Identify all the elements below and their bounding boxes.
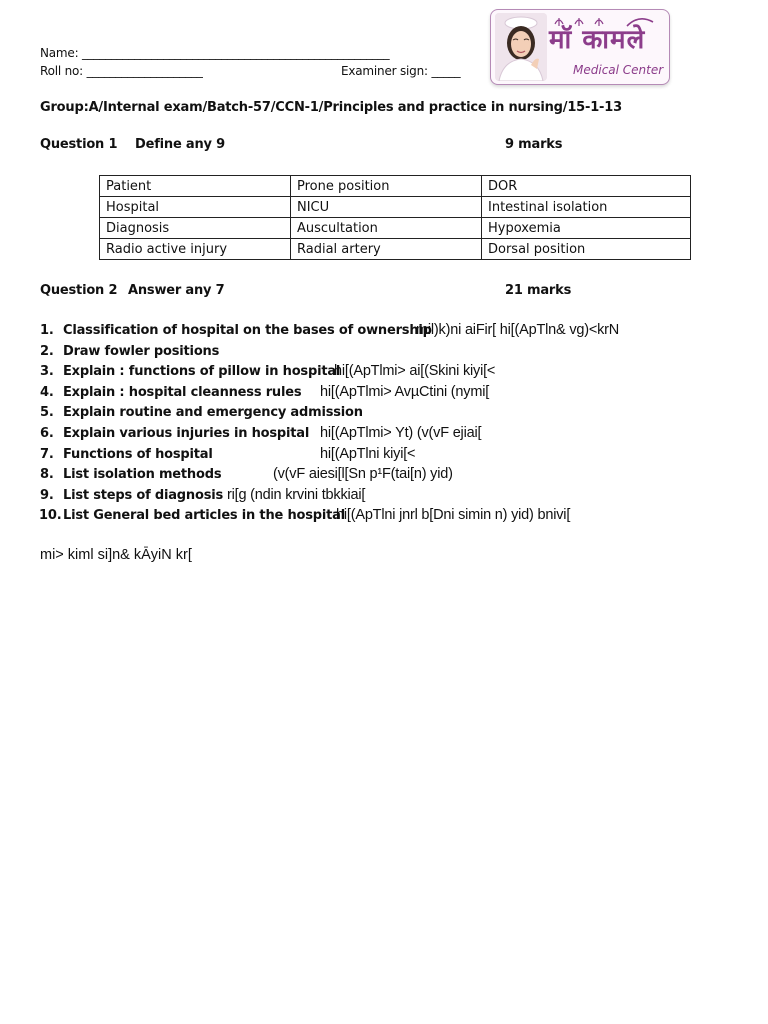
item-text: Draw fowler positions	[63, 343, 220, 359]
table-cell: Radial artery	[291, 239, 482, 260]
table-cell: DOR	[482, 176, 691, 197]
table-row	[100, 176, 691, 197]
table-cell: Hospital	[100, 197, 291, 218]
question-2-list	[40, 322, 740, 528]
question-2-label: Question 2	[40, 283, 118, 298]
item-number: 6.	[40, 425, 54, 441]
exam-details-line: Group:A/Internal exam/Batch-57/CCN-1/Principles and practice in nursing/15-1-13	[40, 100, 622, 115]
item-text: Explain various injuries in hospital	[63, 425, 310, 441]
list-item	[40, 487, 740, 508]
item-translation: hi[(ApTlmi> ai[(Skini kiyi[<	[334, 363, 496, 380]
list-item	[40, 466, 740, 487]
item-text: Explain : functions of pillow in hospital	[63, 364, 341, 380]
question-2-marks: 21 marks	[505, 283, 572, 298]
table-cell: Auscultation	[291, 218, 482, 239]
table-cell: Diagnosis	[100, 218, 291, 239]
list-item	[40, 446, 740, 467]
item-number: 9.	[40, 487, 54, 503]
question-1-label: Question 1	[40, 137, 118, 152]
table-row	[100, 239, 691, 260]
list-item	[40, 425, 740, 446]
table-cell: Patient	[100, 176, 291, 197]
item-text: Explain : hospital cleanness rules	[63, 384, 302, 400]
roll-number-field-label: Roll no: ____________________	[40, 64, 203, 78]
table-cell: Hypoxemia	[482, 218, 691, 239]
list-item	[40, 384, 740, 405]
item-text: Classification of hospital on the bases of ownership	[63, 323, 432, 338]
item-translation: (v(vF aiesi[l[Sn p¹F(tai[n) yid)	[273, 466, 453, 483]
item-translation: ri[g (ndin krvini tbkkiai[	[227, 486, 366, 503]
item-text: Functions of hospital	[63, 446, 213, 462]
table-cell: Radio active injury	[100, 239, 291, 260]
item-translation: mil)k)ni aiFir[ hi[(ApTln& vg)<krN	[416, 322, 620, 338]
item-text: Explain routine and emergency admission	[63, 405, 363, 421]
list-item	[40, 507, 740, 528]
item-number: 2.	[40, 343, 54, 359]
list-item	[40, 322, 740, 343]
table-cell: Intestinal isolation	[482, 197, 691, 218]
question-1-instruction: Define any 9	[135, 137, 225, 152]
medical-center-logo	[490, 9, 670, 85]
table-cell: Dorsal position	[482, 239, 691, 260]
item-translation: hi[(ApTlni kiyi[<	[320, 445, 416, 462]
item-translation: hi[(ApTlni jnrl b[Dni simin n) yid) bnivi[	[336, 507, 571, 524]
item-text: List steps of diagnosis	[63, 487, 224, 503]
list-item	[40, 343, 740, 364]
item-number: 5.	[40, 405, 54, 421]
logo-script-text: मॉ कामले	[549, 25, 646, 55]
item-number: 1.	[40, 323, 54, 338]
question-1-marks: 9 marks	[505, 137, 563, 152]
item-text: List General bed articles in the hospital	[63, 508, 345, 524]
item-number: 10.	[39, 508, 62, 524]
table-row	[100, 197, 691, 218]
question-2-instruction: Answer any 7	[128, 283, 225, 298]
table-cell: NICU	[291, 197, 482, 218]
item-number: 4.	[40, 384, 54, 400]
examiner-sign-field-label: Examiner sign: _____	[341, 64, 461, 78]
name-field-label: Name: _____________________________________________________	[40, 46, 390, 60]
logo-flourish-icon	[549, 14, 659, 28]
list-item	[40, 363, 740, 384]
item-number: 8.	[40, 467, 54, 483]
nurse-photo	[495, 13, 547, 81]
logo-subtitle: Medical Center	[573, 63, 664, 77]
item-number: 7.	[40, 446, 54, 462]
table-row	[100, 218, 691, 239]
table-cell: Prone position	[291, 176, 482, 197]
question-1-terms-table	[99, 175, 691, 260]
closing-line: mi> kiml si]n& kĀyiN kr[	[40, 547, 192, 563]
item-number: 3.	[40, 364, 54, 380]
list-item	[40, 404, 740, 425]
item-text: List isolation methods	[63, 467, 222, 483]
item-translation: hi[(ApTlmi> Yt) (v(vF ejiai[	[320, 424, 482, 441]
item-translation: hi[(ApTlmi> AvµCtini (nymi[	[320, 383, 490, 400]
